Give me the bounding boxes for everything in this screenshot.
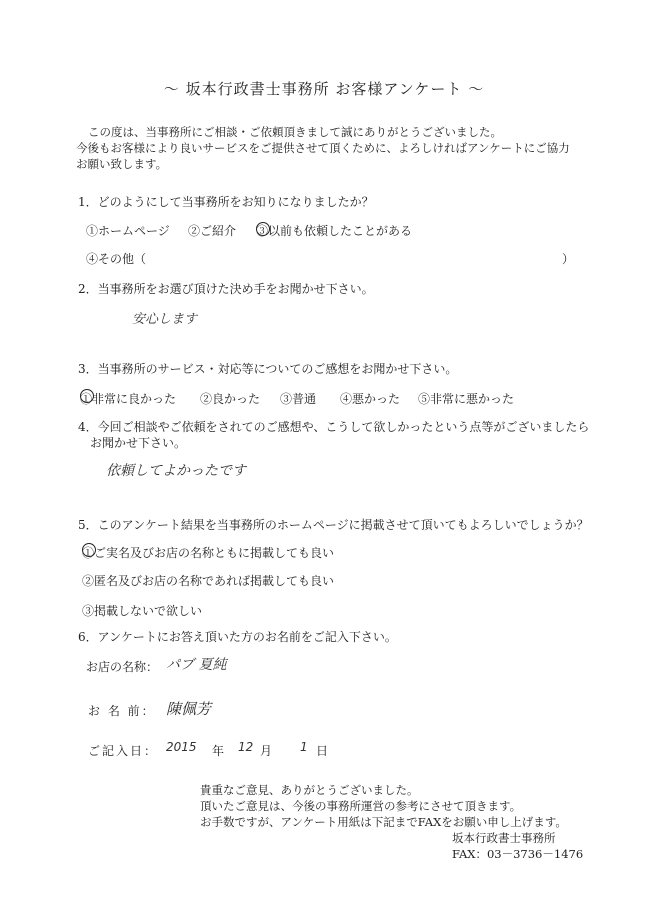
- date-year-value[interactable]: 2015: [166, 740, 197, 754]
- shop-name-value[interactable]: パブ 夏純: [166, 657, 227, 673]
- q3-option-very-bad[interactable]: ⑤非常に悪かった: [418, 392, 515, 406]
- q3-option-good[interactable]: ②良かった: [200, 392, 261, 406]
- name-label: お 名 前：: [88, 704, 156, 718]
- question-1: 1．どのようにして当事務所をお知りになりましたか？: [78, 195, 374, 209]
- question-2: 2．当事務所をお選び頂けた決め手をお聞かせ下さい。: [78, 282, 374, 296]
- q1-option-other[interactable]: ④その他（: [86, 252, 147, 266]
- q3-option-very-good[interactable]: ①非常に良かった: [80, 392, 177, 406]
- selected-mark-circle: [80, 389, 94, 403]
- q2-answer-handwritten: 安心します: [132, 312, 198, 327]
- shop-name-label: お店の名称：: [86, 660, 159, 674]
- question-4-cont: お聞かせ下さい。: [90, 436, 187, 450]
- date-day-unit: 日: [316, 744, 329, 758]
- footer-fax-number: FAX：03－3736－1476: [452, 847, 584, 861]
- q5-option-anonymous[interactable]: ②匿名及びお店の名称であれば掲載しても良い: [82, 574, 335, 588]
- footer-fax-request: お手数ですが、アンケート用紙は下記までFAXをお願い申し上げます。: [200, 815, 567, 829]
- page-title: 〜 坂本行政書士事務所 お客様アンケート 〜: [163, 80, 485, 98]
- selected-mark-circle: [82, 543, 96, 557]
- footer-office-name: 坂本行政書士事務所: [452, 831, 556, 845]
- q1-other-close: ）: [562, 252, 575, 266]
- q5-option-full-name[interactable]: ①ご実名及びお店の名称ともに掲載しても良い: [82, 546, 335, 560]
- name-value[interactable]: 陳佩芳: [166, 700, 212, 718]
- question-3: 3．当事務所のサービス・対応等についてのご感想をお聞かせ下さい。: [78, 362, 458, 376]
- q1-option-referral[interactable]: ②ご紹介: [188, 224, 237, 238]
- date-month-unit: 月: [260, 744, 273, 758]
- question-6: 6．アンケートにお答え頂いた方のお名前をご記入下さい。: [78, 630, 397, 644]
- intro-line-1: この度は、当事務所にご相談・ご依頼頂きまして誠にありがとうございました。: [88, 125, 502, 139]
- footer-feedback: 頂いたご意見は、今後の事務所運営の参考にさせて頂きます。: [200, 799, 522, 813]
- question-4: 4．今回ご相談やご依頼をされてのご感想や、こうして欲しかったという点等がございましたら: [78, 420, 590, 434]
- footer-thanks: 貴重なご意見、ありがとうございました。: [200, 783, 419, 797]
- q3-option-bad[interactable]: ④悪かった: [340, 392, 401, 406]
- q1-option-homepage[interactable]: ①ホームページ: [86, 224, 170, 238]
- date-day-value[interactable]: 1: [300, 740, 308, 754]
- intro-line-2: 今後もお客様により良いサービスをご提供させて頂くために、よろしければアンケートにご協力: [76, 141, 570, 155]
- q4-answer-handwritten: 依頼してよかったです: [106, 463, 246, 479]
- q3-option-normal[interactable]: ③普通: [280, 392, 317, 406]
- selected-mark-circle: [256, 222, 270, 236]
- q5-option-no-publish[interactable]: ③掲載しないで欲しい: [82, 604, 203, 618]
- date-label: ご記入日：: [88, 744, 159, 758]
- question-5: 5．このアンケート結果を当事務所のホームページに掲載させて頂いてもよろしいでしょうか？: [78, 518, 589, 532]
- intro-line-3: お願い致します。: [76, 157, 168, 171]
- date-year-unit: 年: [212, 744, 225, 758]
- date-month-value[interactable]: 12: [238, 740, 254, 754]
- q1-option-previous[interactable]: ③以前も依頼したことがある: [256, 224, 413, 238]
